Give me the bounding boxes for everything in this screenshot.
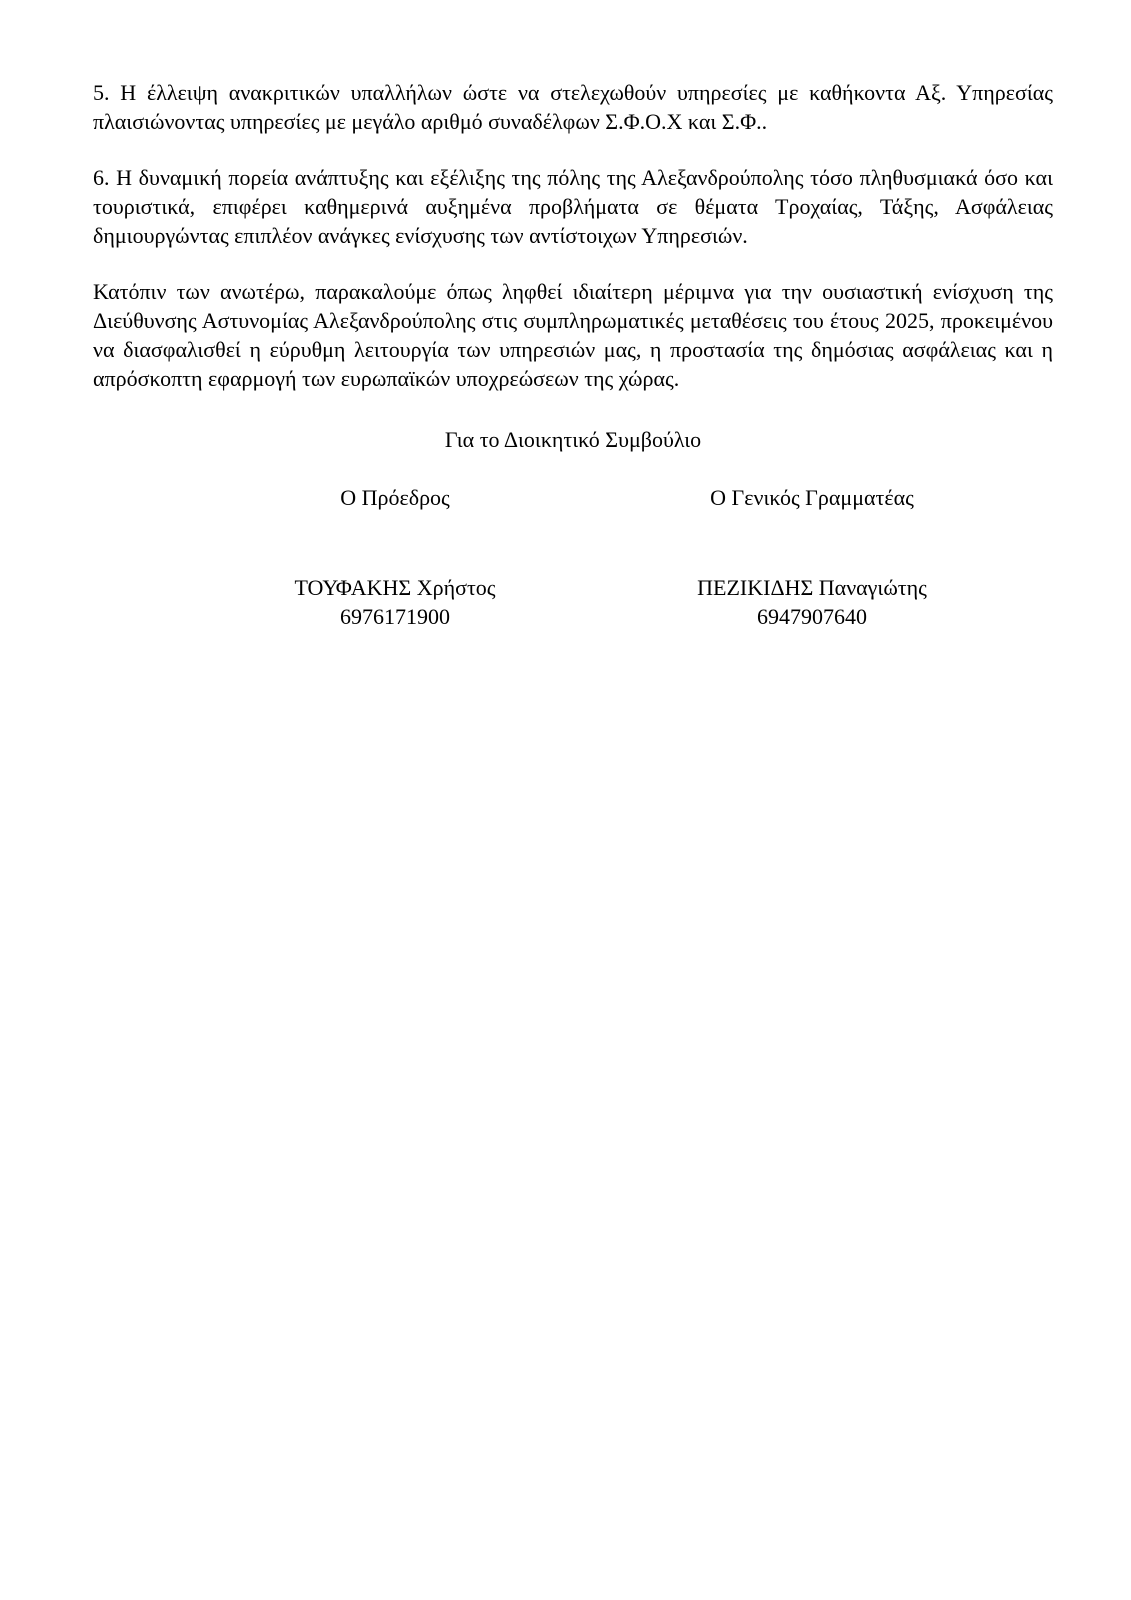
body-paragraph-5: 5. Η έλλειψη ανακριτικών υπαλλήλων ώστε να στελεχωθούν υπηρεσίες με καθήκοντα Αξ. Υπηρεσίας πλαισιώνοντας υπηρεσίες με μεγάλο αριθμό συναδέλφων Σ.Φ.Ο.Χ και Σ.Φ.. xyxy=(93,80,1053,134)
signature-space xyxy=(195,512,595,573)
signatory-general-secretary xyxy=(612,483,1012,631)
signature-columns xyxy=(93,483,1053,631)
signatory-phone: 6947907640 xyxy=(757,604,867,629)
body-paragraph-closing: Κατόπιν των ανωτέρω, παρακαλούμε όπως ληφθεί ιδιαίτερη μέριμνα για την ουσιαστική ενίσχυση της Διεύθυνσης Αστυνομίας Αλεξανδρούπολης στις συμπληρωματικές μεταθέσεις του έτους 2025, προκειμένου να διασφαλισθεί η εύρυθμη λειτουργία των υπηρεσιών μας, η προστασία της δημόσιας ασφάλειας και η απρόσκοπτη εφαρμογή των ευρωπαϊκών υποχρεώσεων της χώρας. xyxy=(93,279,1053,391)
signatory-name: ΤΟΥΦΑΚΗΣ Χρήστος xyxy=(294,575,496,600)
signatory-phone: 6976171900 xyxy=(340,604,450,629)
signature-heading: Για το Διοικητικό Συμβούλιο xyxy=(444,427,702,452)
signatory-title: Ο Πρόεδρος xyxy=(340,485,450,510)
signatory-title: Ο Γενικός Γραμματέας xyxy=(710,485,914,510)
signatory-president xyxy=(195,483,595,631)
signature-space xyxy=(612,512,1012,573)
signatory-name: ΠΕΖΙΚΙΔΗΣ Παναγιώτης xyxy=(697,575,927,600)
body-paragraph-6: 6. Η δυναμική πορεία ανάπτυξης και εξέλιξης της πόλης της Αλεξανδρούπολης τόσο πληθυσμιακά όσο και τουριστικά, επιφέρει καθημερινά αυξημένα προβλήματα σε θέματα Τροχαίας, Τάξης, Ασφάλειας δημιουργώντας επιπλέον ανάγκες ενίσχυσης των αντίστοιχων Υπηρεσιών. xyxy=(93,165,1053,248)
